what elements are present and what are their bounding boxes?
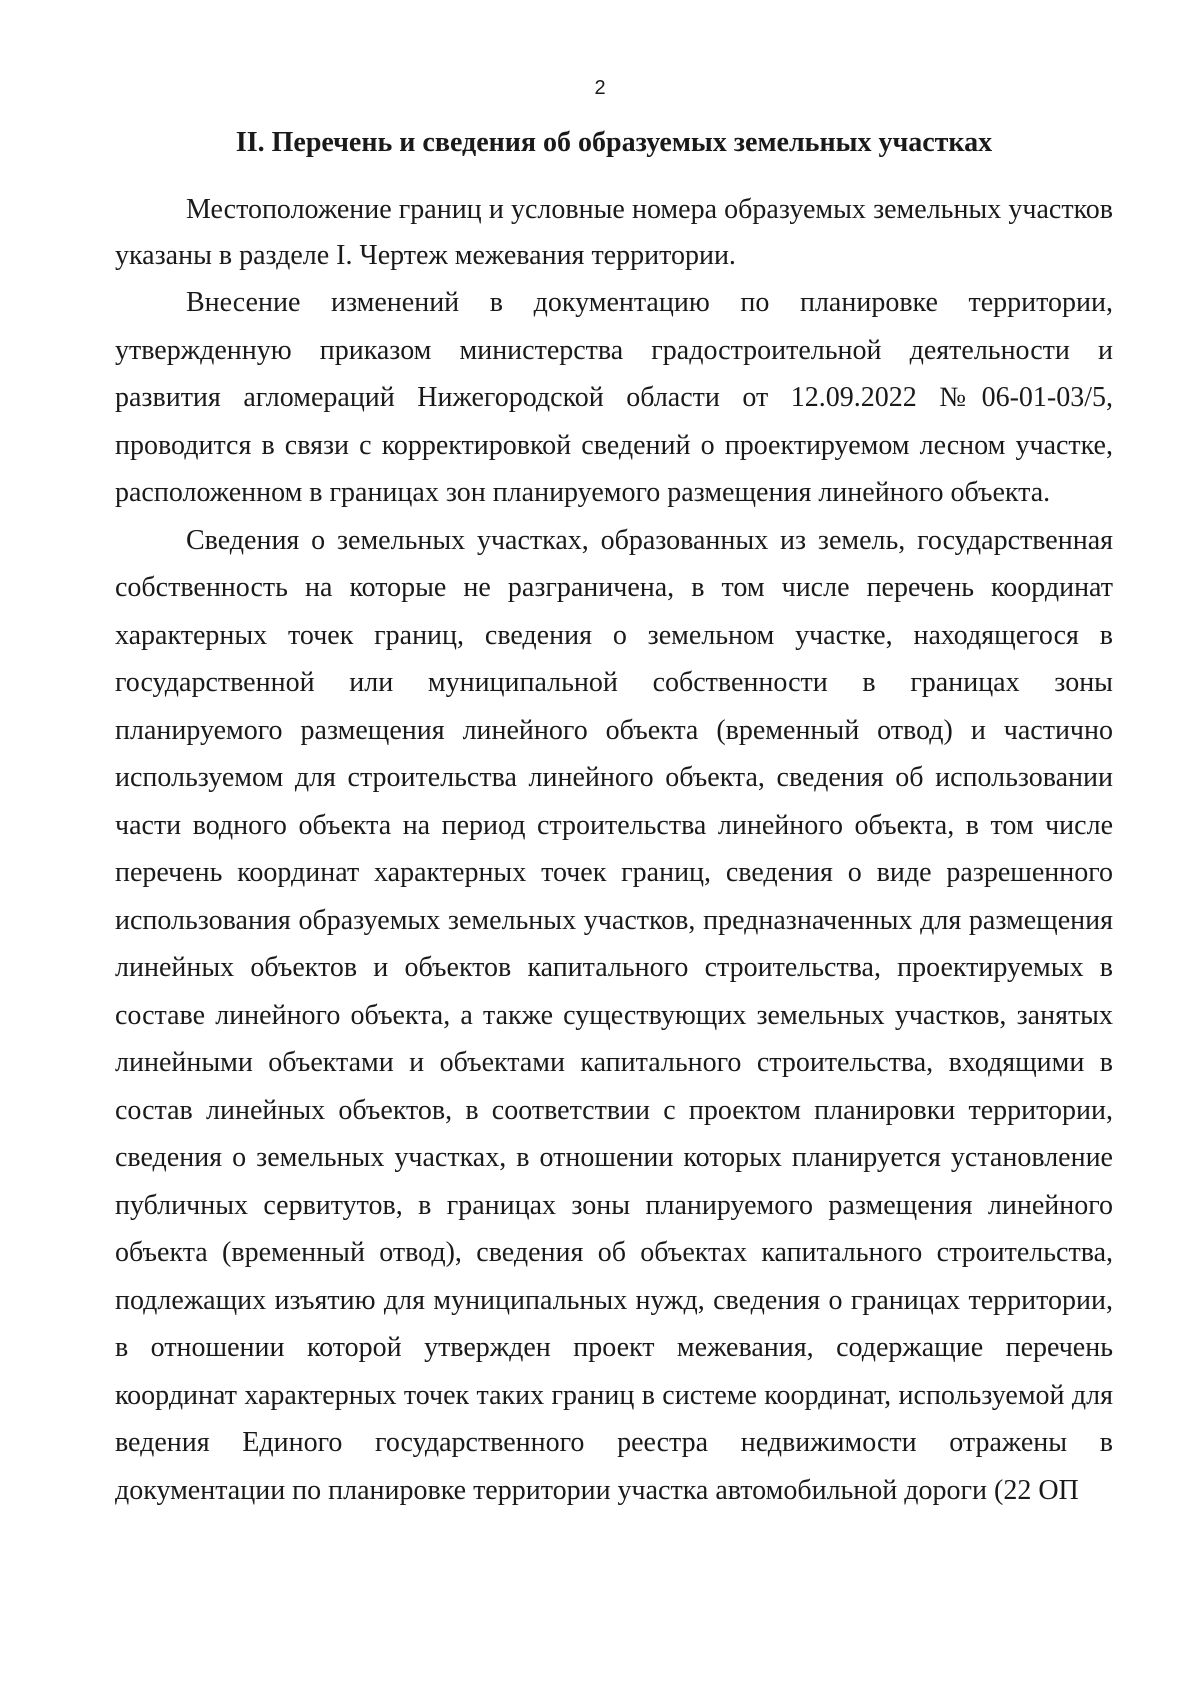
document-body: [115, 123, 1113, 1514]
page-number: 2: [594, 77, 606, 99]
paragraph-location: Местоположение границ и условные номера образуемых земельных участков указаны в разделе I. Чертеж межевания территории.: [115, 194, 1113, 271]
paragraph-amendments: Внесение изменений в документацию по планировке территории, утвержденную приказом министерства градостроительной деятельности и развития агломераций Нижегородской области от 12.09.2022 №06-01-03/5, проводится в связи с корректировкой сведений о проектируемом лесном участке, расположенном в границах зон планируемого размещения линейного объекта.: [115, 287, 1113, 508]
paragraph-land-plots-info: Сведения о земельных участках, образованных из земель, государственная собственность на которые не разграничена, в том числе перечень координат характерных точек границ, сведения о земельном участке, находящегося в государственной или муниципальной собственности в границах зоны планируемого размещения линейного объекта (временный отвод) и частично используемом для строительства линейного объекта, сведения об использовании части водного объекта на период строительства линейного объекта, в том числе перечень координат характерных точек границ, сведения о виде разрешенного использования образуемых земельных участков, предназначенных для размещения линейных объектов и объектов капитального строительства, проектируемых в составе линейного объекта, а также существующих земельных участков, занятых линейными объектами и объектами капитального строительства, входящими в состав линейных объектов, в соответствии с проектом планировки территории, сведения о земельных участках, в отношении которых планируется установление публичных сервитутов, в границах зоны планируемого размещения линейного объекта (временный отвод), сведения об объектах капитального строительства, подлежащих изъятию для муниципальных нужд, сведения о границах территории, в отношении которой утвержден проект межевания, содержащие перечень координат характерных точек таких границ в системе координат, используемой для ведения Единого государственного реестра недвижимости отражены в документации по планировке территории участка автомобильной дороги (22 ОП: [115, 524, 1113, 1506]
section-title: II. Перечень и сведения об образуемых земельных участках: [235, 127, 993, 158]
